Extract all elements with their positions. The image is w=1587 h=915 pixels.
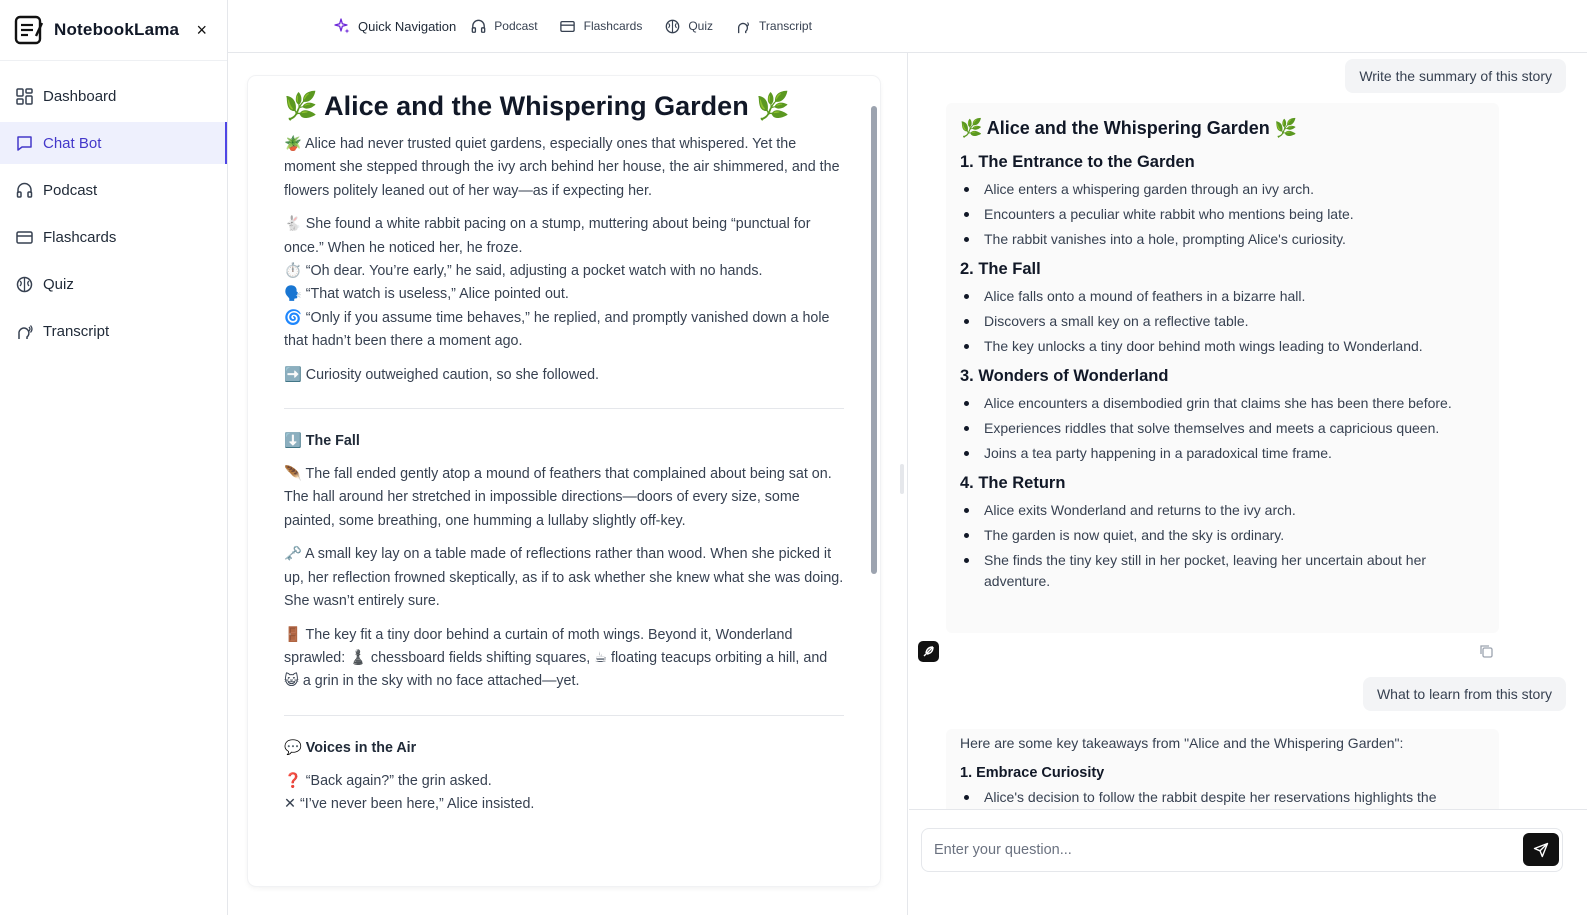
summary-list: [960, 393, 1480, 464]
list-item: Joins a tea party happening in a paradoxical time frame.: [960, 443, 1480, 464]
lessons-content: [960, 733, 1480, 809]
story-paragraph: 🪴 Alice had never trusted quiet gardens, especially ones that whispered. Yet the moment she stepped through the ivy arch behind her house, the air shimmered, and the flowers politely leaned out of her way—as if expecting her.: [284, 136, 840, 199]
list-item: Discovers a small key on a reflective table.: [960, 311, 1480, 332]
lessons-intro: Here are some key takeaways from "Alice and the Whispering Garden":: [960, 735, 1404, 751]
sidebar-item-label: Flashcards: [43, 228, 117, 246]
sidebar: [0, 0, 228, 915]
sidebar-item-chat-bot[interactable]: [0, 122, 227, 164]
tab-label: Quiz: [688, 19, 714, 33]
story-card[interactable]: [248, 76, 880, 886]
close-sidebar-icon[interactable]: ×: [196, 19, 207, 40]
chat-input-area: [909, 809, 1587, 915]
brain-icon: [664, 18, 680, 34]
sparkles-icon: [334, 18, 350, 34]
tab-transcript[interactable]: [735, 18, 812, 34]
sidebar-item-label: Quiz: [43, 275, 74, 293]
question-input[interactable]: [923, 830, 1513, 870]
sidebar-nav: [0, 61, 227, 352]
list-item: Experiences riddles that solve themselves and meets a capricious queen.: [960, 418, 1480, 439]
top-navigation-bar: [228, 0, 1587, 53]
list-item: The key unlocks a tiny door behind moth wings leading to Wonderland.: [960, 336, 1480, 357]
grid-icon: [14, 86, 34, 106]
summary-section-heading: 2. The Fall: [960, 260, 1041, 278]
quick-navigation-button[interactable]: [334, 18, 456, 34]
user-message: Write the summary of this story: [1345, 59, 1566, 93]
tab-label: Transcript: [759, 19, 812, 33]
summary-section-heading: 4. The Return: [960, 474, 1066, 492]
summary-title: 🌿 Alice and the Whispering Garden 🌿: [960, 118, 1298, 138]
story-paragraph: 🪶 The fall ended gently atop a mound of feathers that complained about being sat on. The hall around her stretched in impossible directions—doors of every size, some painted, some breathing, one humming a lullaby slightly off-key.: [284, 466, 832, 529]
tab-label: Podcast: [494, 19, 538, 33]
copy-icon[interactable]: [1477, 642, 1495, 660]
story-paragraph: 🐇 She found a white rabbit pacing on a stump, muttering about being “punctual for once.” When he noticed her, he froze. ⏱️ “Oh dear. You’re early,” he said, adjusting a pocket watch with no hands. 🗣️ “That watch is useless,” Alice pointed out. 🌀 “Only if you assume time behaves,” he replied, and promptly vanished down a hole that hadn’t been there a moment ago.: [284, 216, 830, 350]
summary-section-heading: 3. Wonders of Wonderland: [960, 367, 1169, 385]
list-item: Alice exits Wonderland and returns to the ivy arch.: [960, 500, 1480, 521]
lesson-heading: 1. Embrace Curiosity: [960, 765, 1105, 781]
headphones-icon: [470, 18, 486, 34]
sidebar-item-dashboard[interactable]: [0, 75, 227, 117]
tab-quiz[interactable]: [664, 18, 713, 34]
summary-list: [960, 179, 1480, 250]
headphones-icon: [14, 180, 34, 200]
sidebar-item-transcript[interactable]: [0, 310, 227, 352]
list-item: Alice encounters a disembodied grin that claims she has been there before.: [960, 393, 1480, 414]
sidebar-item-flashcards[interactable]: [0, 216, 227, 258]
send-icon: [1533, 842, 1549, 858]
divider: [284, 408, 844, 409]
sidebar-item-label: Podcast: [43, 181, 98, 199]
sidebar-item-label: Chat Bot: [43, 134, 102, 152]
story-paragraph: ❓ “Back again?” the grin asked. ✕ “I’ve never been here,” Alice insisted.: [284, 772, 535, 813]
card-icon: [14, 227, 34, 247]
list-item: She finds the tiny key still in her pocket, leaving her uncertain about her adventure.: [960, 550, 1480, 592]
speaking-head-icon: [14, 321, 34, 341]
list-item: The garden is now quiet, and the sky is ordinary.: [960, 525, 1480, 546]
brand-header: [0, 0, 227, 61]
list-item: The rabbit vanishes into a hole, prompting Alice's curiosity.: [960, 229, 1480, 250]
sidebar-item-podcast[interactable]: [0, 169, 227, 211]
list-item: Alice falls onto a mound of feathers in a bizarre hall.: [960, 286, 1480, 307]
brain-icon: [14, 274, 34, 294]
tab-label: Flashcards: [583, 19, 643, 33]
bot-message: [946, 103, 1499, 633]
panel-resize-handle[interactable]: [900, 464, 904, 494]
quick-navigation-label: Quick Navigation: [358, 18, 457, 34]
tab-flashcards[interactable]: [560, 18, 643, 34]
bot-message: [946, 729, 1499, 809]
list-item: Alice enters a whispering garden through an ivy arch.: [960, 179, 1480, 200]
divider: [284, 715, 844, 716]
bot-avatar-icon: [918, 641, 939, 662]
list-item: Encounters a peculiar white rabbit who mentions being late.: [960, 204, 1480, 225]
notebook-logo-icon: [14, 15, 44, 45]
summary-content: [960, 113, 1480, 596]
story-paragraph: ➡️ Curiosity outweighed caution, so she followed.: [284, 366, 600, 383]
section-heading: 💬 Voices in the Air: [284, 739, 417, 756]
speaking-head-icon: [735, 18, 751, 34]
card-icon: [560, 18, 576, 34]
story-title: 🌿 Alice and the Whispering Garden 🌿: [284, 91, 790, 121]
chat-panel: [909, 53, 1587, 809]
list-item: Alice's decision to follow the rabbit despite her reservations highlights the: [960, 787, 1480, 808]
sidebar-item-label: Transcript: [43, 322, 110, 340]
tab-podcast[interactable]: [470, 18, 537, 34]
sidebar-item-quiz[interactable]: [0, 263, 227, 305]
summary-section-heading: 1. The Entrance to the Garden: [960, 153, 1195, 171]
story-panel: [228, 53, 908, 915]
summary-list: [960, 286, 1480, 357]
user-message: What to learn from this story: [1363, 677, 1566, 711]
chat-icon: [14, 133, 34, 153]
story-paragraph: 🚪 The key fit a tiny door behind a curtain of moth wings. Beyond it, Wonderland sprawled: ♟️ chessboard fields shifting squares, ☕ floating teacups orbiting a hill, and 😺 a grin in the sky with no face attached—yet.: [284, 626, 828, 690]
section-heading: ⬇️ The Fall: [284, 433, 360, 450]
story-scrollbar[interactable]: [871, 106, 877, 574]
lesson-list: [960, 787, 1480, 808]
question-input-box: [921, 828, 1563, 872]
sidebar-item-label: Dashboard: [43, 87, 117, 105]
summary-list: [960, 500, 1480, 592]
send-button[interactable]: [1523, 833, 1559, 866]
story-content: [284, 76, 844, 817]
app-name: NotebookLama: [54, 20, 180, 39]
story-paragraph: 🗝️ A small key lay on a table made of reflections rather than wood. When she picked it up, her reflection frowned skeptically, as if to ask whether she knew what she was doing. She wasn’t entirely sure.: [284, 546, 844, 610]
